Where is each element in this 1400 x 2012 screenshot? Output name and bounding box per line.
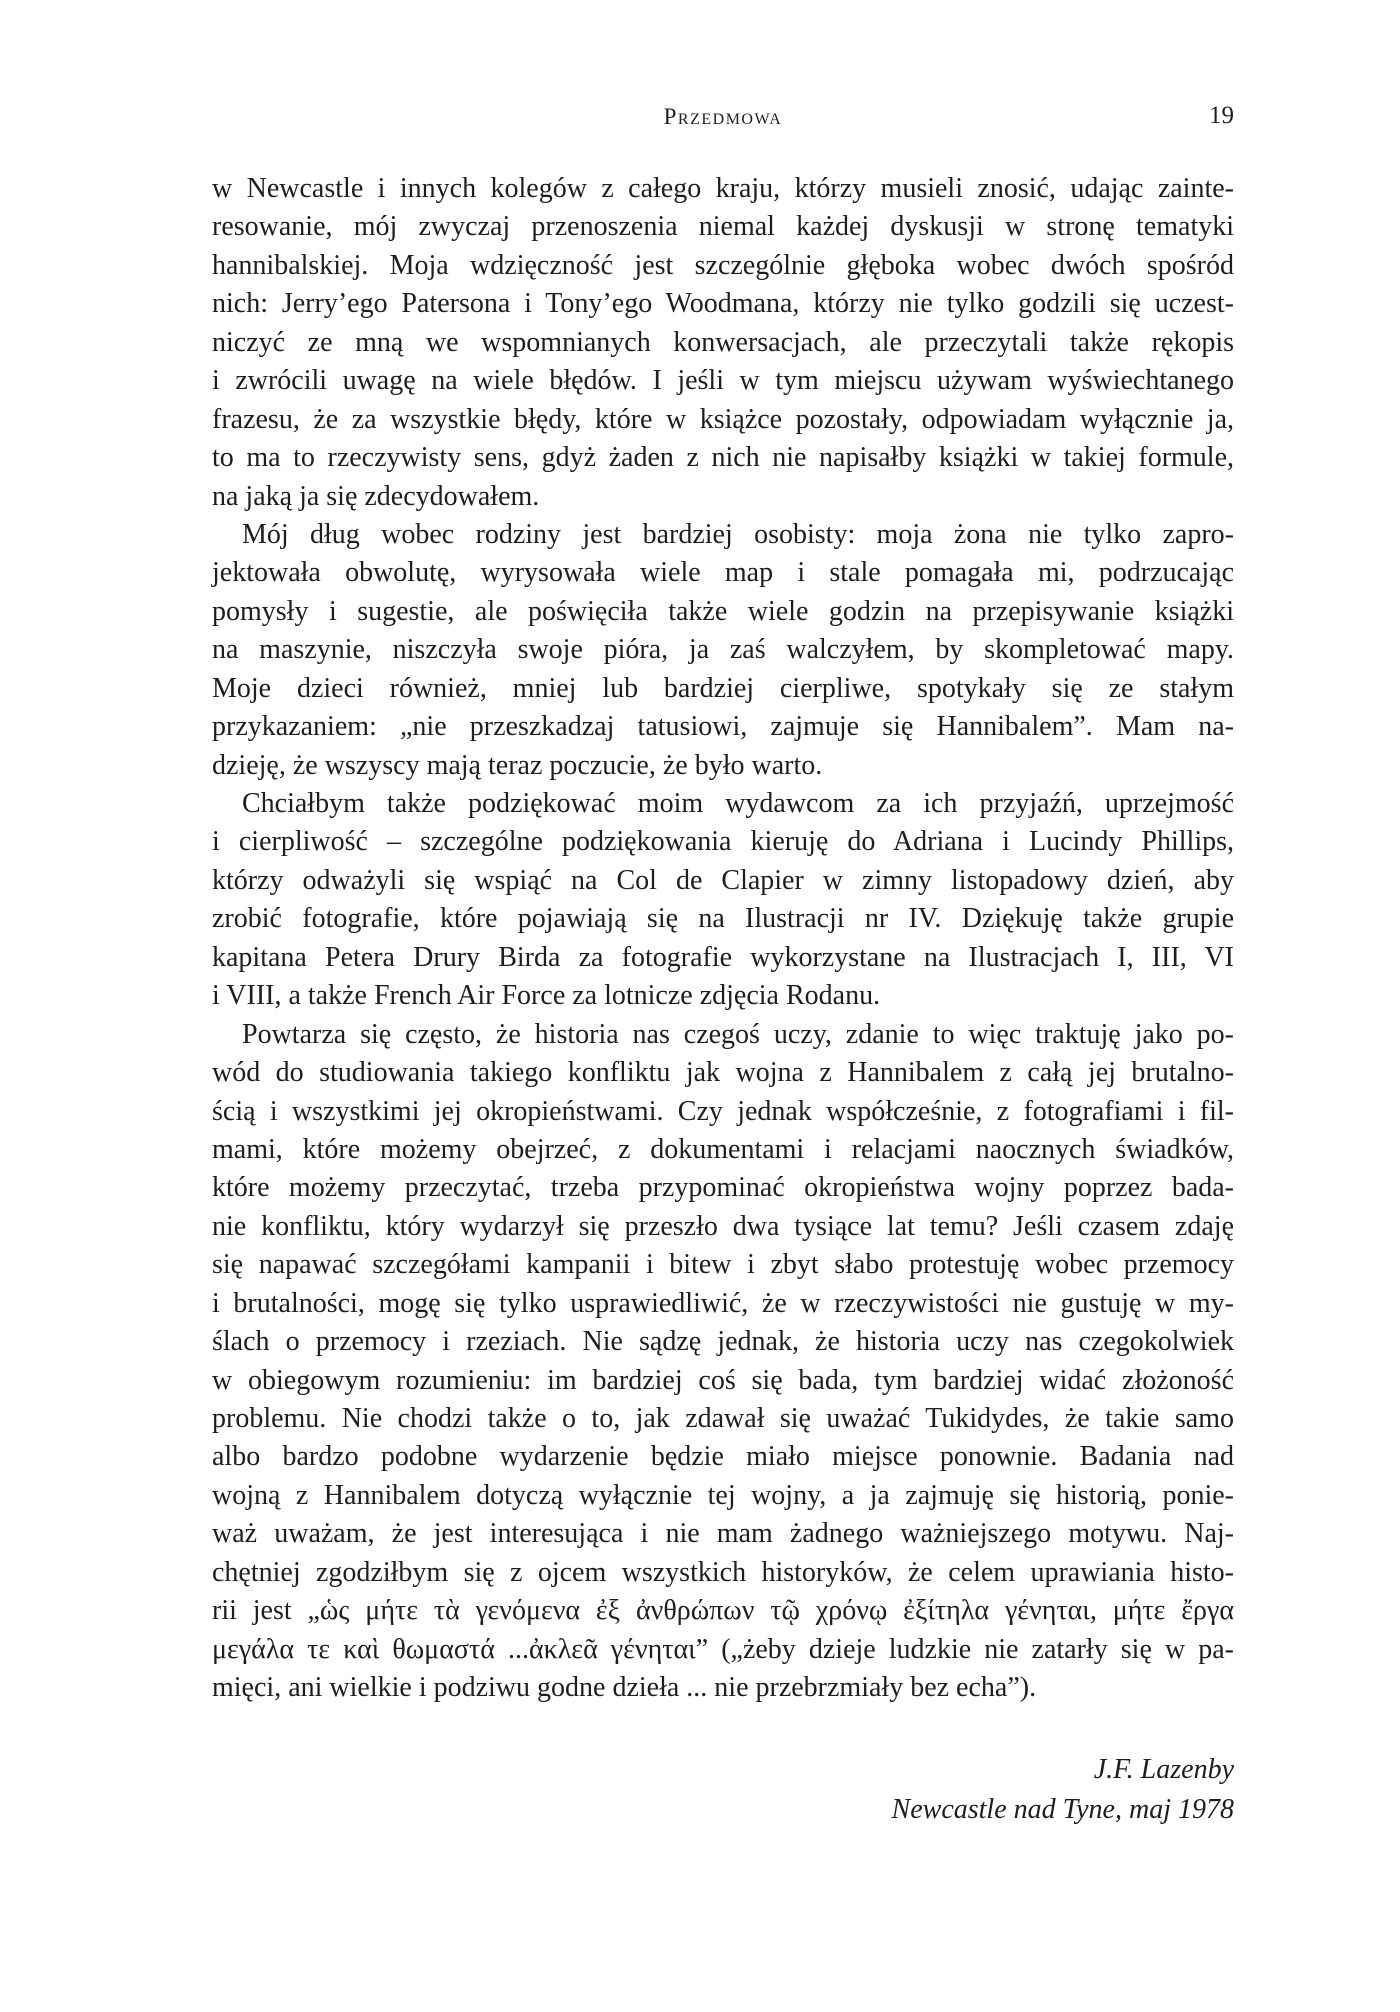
text-line: hannibalskiej. Moja wdzięczność jest szczególnie głęboka wobec dwóch spośród <box>212 249 1234 281</box>
text-line: dzieję, że wszyscy mają teraz poczucie, że było warto. <box>212 749 823 781</box>
text-line: Powtarza się często, że historia nas czegoś uczy, zdanie to więc traktuję jako po- <box>242 1018 1234 1050</box>
text-line: przykazaniem: „nie przeszkadzaj tatusiowi, zajmuje się Hannibalem”. Mam na- <box>212 711 1234 743</box>
text-line: chętniej zgodziłbym się z ojcem wszystkich historyków, że celem uprawiania histo- <box>212 1556 1234 1588</box>
text-line: ślach o przemocy i rzeziach. Nie sądzę jednak, że historia uczy nas czegokolwiek <box>212 1326 1234 1358</box>
paragraph <box>212 785 1234 1016</box>
text-line: albo bardzo podobne wydarzenie będzie miało miejsce ponownie. Badania nad <box>212 1441 1234 1473</box>
text-line: nich: Jerry’ego Patersona i Tony’ego Woodmana, którzy nie tylko godzili się uczest- <box>212 288 1234 320</box>
text-line: nie konfliktu, który wydarzył się przeszło dwa tysiące lat temu? Jeśli czasem zdaję <box>212 1210 1234 1242</box>
page-number: 19 <box>1209 102 1234 129</box>
paragraph <box>212 1016 1234 1708</box>
text-line: ścią i wszystkimi jej okropieństwami. Czy jednak współcześnie, z fotografiami i fil- <box>212 1095 1234 1127</box>
author-name: J.F. Lazenby <box>1093 1754 1234 1785</box>
text-line: i VIII, a także French Air Force za lotnicze zdjęcia Rodanu. <box>212 980 881 1012</box>
place-and-date: Newcastle nad Tyne, maj 1978 <box>891 1794 1234 1825</box>
text-line: rii jest „ὡς μήτε τὰ γενόμενα ἐξ ἀνθρώπων τῷ χρόνῳ ἐξίτηλα γένηται, μήτε ἔργα <box>212 1595 1234 1627</box>
text-line: pomysły i sugestie, ale poświęciła także wiele godzin na przepisywanie książki <box>212 595 1234 627</box>
text-line: w Newcastle i innych kolegów z całego kraju, którzy musieli znosić, udając zainte- <box>212 173 1234 204</box>
text-line: i zwrócili uwagę na wiele błędów. I jeśli w tym miejscu używam wyświechtanego <box>212 365 1234 397</box>
text-line: i brutalności, mogę się tylko usprawiedliwić, że w rzeczywistości nie gustuję w my- <box>212 1287 1234 1319</box>
text-line: zrobić fotografie, które pojawiają się na Ilustracji nr IV. Dziękuję także grupie <box>212 903 1234 935</box>
text-line: problemu. Nie chodzi także o to, jak zdawał się uważać Tukidydes, że takie samo <box>212 1403 1234 1434</box>
text-line: które możemy przeczytać, trzeba przypominać okropieństwa wojny poprzez bada- <box>212 1172 1234 1204</box>
text-line: się napawać szczegółami kampanii i bitew i zbyt słabo protestuję wobec przemocy <box>212 1249 1234 1281</box>
text-line: na jaką ja się zdecydowałem. <box>212 480 540 512</box>
text-line: wód do studiowania takiego konfliktu jak wojna z Hannibalem z całą jej brutalno- <box>212 1057 1234 1089</box>
text-line: to ma to rzeczywisty sens, gdyż żaden z nich nie napisałby książki w takiej formule, <box>212 442 1234 474</box>
text-line: waż uważam, że jest interesująca i nie mam żadnego ważniejszego motywu. Naj- <box>212 1518 1234 1550</box>
running-title: Przedmowa <box>663 104 783 129</box>
text-line: i cierpliwość – szczególne podziękowania kieruję do Adriana i Lucindy Phillips, <box>212 826 1234 858</box>
text-line: kapitana Petera Drury Birda za fotografie wykorzystane na Ilustracjach I, III, VI <box>212 941 1234 973</box>
page-header <box>212 100 1234 140</box>
text-line: niczyć ze mną we wspomnianych konwersacjach, ale przeczytali także rękopis <box>212 326 1234 358</box>
paragraph <box>212 516 1234 785</box>
text-line: frazesu, że za wszystkie błędy, które w książce pozostały, odpowiadam wyłącznie ja, <box>212 403 1234 435</box>
text-line: jektowała obwolutę, wyrysowała wiele map i stale pomagała mi, podrzucając <box>212 557 1234 589</box>
text-line: mięci, ani wielkie i podziwu godne dzieła ... nie przebrzmiały bez echa”). <box>212 1672 1037 1704</box>
text-line: którzy odważyli się wspiąć na Col de Clapier w zimny listopadowy dzień, aby <box>212 864 1234 896</box>
text-line: w obiegowym rozumieniu: im bardziej coś się bada, tym bardziej widać złożoność <box>212 1364 1234 1396</box>
text-line: mami, które możemy obejrzeć, z dokumentami i relacjami naocznych świadków, <box>212 1133 1234 1165</box>
paragraph <box>212 170 1234 516</box>
signature-block <box>892 1750 1234 1830</box>
text-line: Moje dzieci również, mniej lub bardziej cierpliwe, spotykały się ze stałym <box>212 672 1234 704</box>
text-line: na maszynie, niszczyła swoje pióra, ja zaś walczyłem, by skompletować mapy. <box>212 634 1234 666</box>
body-text <box>212 170 1234 1708</box>
text-line: Mój dług wobec rodziny jest bardziej osobisty: moja żona nie tylko zapro- <box>242 518 1234 550</box>
text-line: μεγάλα τε καὶ θωμαστά ...ἀκλεᾶ γένηται” („żeby dzieje ludzkie nie zatarły się w pa- <box>212 1633 1234 1665</box>
text-line: resowanie, mój zwyczaj przenoszenia niemal każdej dyskusji w stronę tematyki <box>212 211 1234 243</box>
text-line: Chciałbym także podziękować moim wydawcom za ich przyjaźń, uprzejmość <box>242 788 1234 819</box>
text-line: wojną z Hannibalem dotyczą wyłącznie tej wojny, a ja zajmuję się historią, ponie- <box>212 1479 1234 1511</box>
